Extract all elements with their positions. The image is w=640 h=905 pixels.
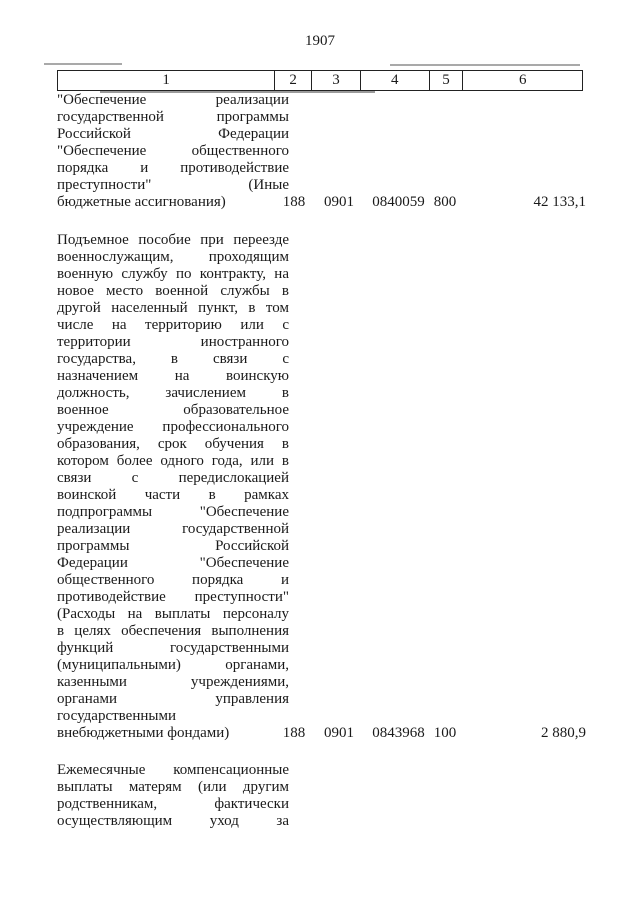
expense-name-line: функций государственными <box>57 640 289 656</box>
page-number: 1907 <box>305 33 335 49</box>
scan-artifact <box>44 63 122 65</box>
expense-name-line: (Расходы на выплаты персоналу <box>57 606 289 622</box>
expense-name-line: военную службу по контракту, на <box>57 266 289 282</box>
expense-name-line: территории иностранного <box>57 334 289 350</box>
expense-name-line: внебюджетными фондами) <box>57 725 230 741</box>
cell-col4: 0843968 <box>372 725 425 741</box>
cell-amount: 42 133,1 <box>533 194 586 210</box>
column-header-5: 5 <box>430 71 464 90</box>
expense-name-line: военное образовательное <box>57 402 289 418</box>
expense-name-line: бюджетные ассигнования) <box>57 194 226 210</box>
table-row <box>0 232 640 742</box>
expense-name-line: реализации государственной <box>57 521 289 537</box>
expense-name <box>57 92 289 211</box>
table-row <box>0 92 640 211</box>
expense-name-line: органами управления <box>57 691 289 707</box>
expense-name <box>57 232 289 742</box>
expense-name-line: выплаты матерям (или другим <box>57 779 289 795</box>
expense-name-line: "Обеспечение реализации <box>57 92 289 108</box>
table-row <box>0 762 640 830</box>
column-header-4: 4 <box>361 71 430 90</box>
expense-name-line: противодействие преступности" <box>57 589 289 605</box>
expense-name-line: порядка и противодействие <box>57 160 289 176</box>
cell-col2: 188 <box>282 725 306 741</box>
expense-name-line: родственникам, фактически <box>57 796 289 812</box>
cell-col4: 0840059 <box>372 194 425 210</box>
expense-name-line: "Обеспечение общественного <box>57 143 289 159</box>
expense-name-line: Ежемесячные компенсационные <box>57 762 289 778</box>
cell-col5: 100 <box>433 725 457 741</box>
expense-name-line: военнослужащим, проходящим <box>57 249 289 265</box>
table-body <box>0 92 640 830</box>
column-header-1: 1 <box>58 71 275 90</box>
expense-name-line: другой населенный пункт, в том <box>57 300 289 316</box>
column-header-3: 3 <box>312 71 361 90</box>
expense-name-line: общественного порядка и <box>57 572 289 588</box>
column-header-6: 6 <box>518 72 527 88</box>
cell-col3: 0901 <box>324 194 354 210</box>
expense-name-line: должность, зачислением в <box>57 385 289 401</box>
expense-name-line: Российской Федерации <box>57 126 289 142</box>
expense-name-line: Федерации "Обеспечение <box>57 555 289 571</box>
expense-name-line: осуществляющим уход за <box>57 813 289 829</box>
expense-name-line: казенными учреждениями, <box>57 674 289 690</box>
expense-name-line: Подъемное пособие при переезде <box>57 232 289 248</box>
expense-name-line: (муниципальными) органами, <box>57 657 289 673</box>
table-header-row <box>57 70 583 91</box>
cell-col5: 800 <box>433 194 457 210</box>
expense-name-line: числе на территорию или с <box>57 317 289 333</box>
expense-name-line: в целях обеспечения выполнения <box>57 623 289 639</box>
column-header-2: 2 <box>275 71 312 90</box>
expense-name-line: связи с передислокацией <box>57 470 289 486</box>
cell-col2: 188 <box>282 194 306 210</box>
expense-name-line: государственной программы <box>57 109 289 125</box>
cell-col3: 0901 <box>324 725 354 741</box>
expense-name <box>57 762 289 830</box>
expense-name-line: государственными <box>57 708 176 724</box>
expense-name-line: назначением на воинскую <box>57 368 289 384</box>
expense-name-line: образования, срок обучения в <box>57 436 289 452</box>
expense-name-line: преступности" (Иные <box>57 177 289 193</box>
cell-amount: 2 880,9 <box>541 725 586 741</box>
expense-name-line: новое место военной службы в <box>57 283 289 299</box>
expense-name-line: программы Российской <box>57 538 289 554</box>
scan-artifact <box>390 64 580 66</box>
expense-name-line: государства, в связи с <box>57 351 289 367</box>
expense-name-line: учреждение профессионального <box>57 419 289 435</box>
expense-name-line: котором более одного года, или в <box>57 453 289 469</box>
expense-name-line: воинской части в рамках <box>57 487 289 503</box>
expense-name-line: подпрограммы "Обеспечение <box>57 504 289 520</box>
